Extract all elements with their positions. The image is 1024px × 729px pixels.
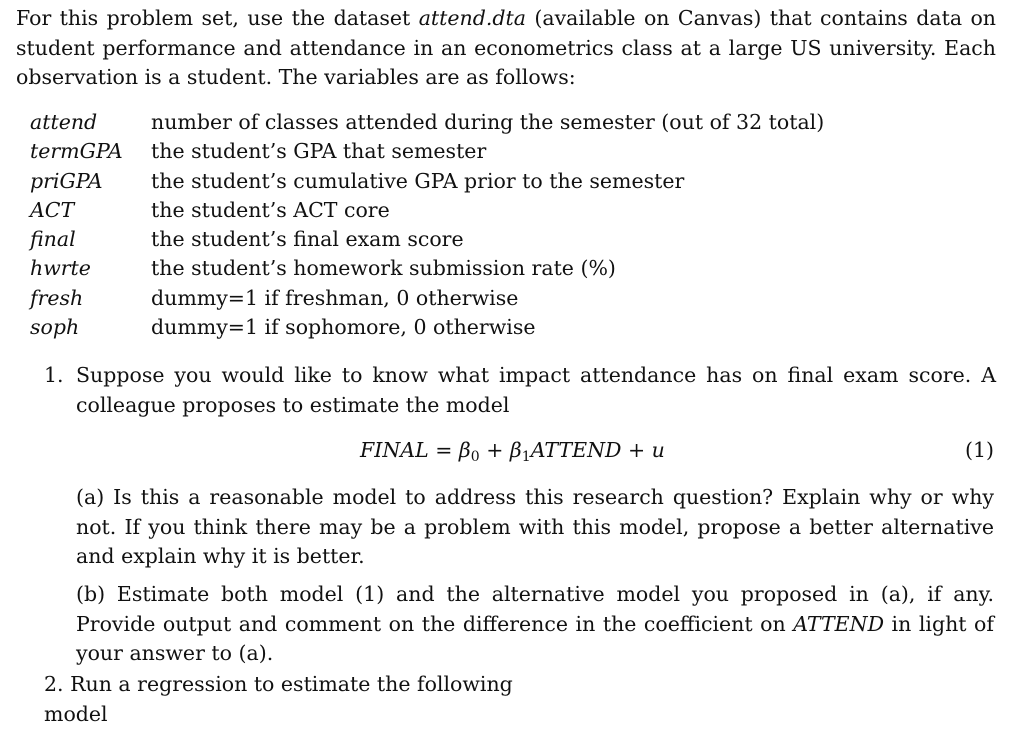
variable-description: dummy=1 if freshman, 0 otherwise	[151, 285, 519, 310]
dataset-name: attend.dta	[418, 6, 526, 30]
equation-sub-1: 1	[521, 449, 531, 465]
variable-name: hwrte	[30, 256, 91, 281]
variable-name: soph	[30, 315, 80, 340]
equation-equals: =	[428, 438, 459, 462]
part-b-text-start: (b) Estimate both model (1) and the alternative model you proposed in (a), if any. Provide output and comment on the difference in the coefficient on	[76, 582, 994, 636]
intro-text-start: For this problem set, use the dataset	[16, 6, 419, 30]
question-1	[44, 361, 996, 420]
intro-paragraph	[16, 4, 996, 93]
variable-name: ACT	[30, 197, 75, 222]
variable-description: the student’s homework submission rate (%)	[151, 256, 616, 281]
variable-row	[30, 137, 824, 166]
part-a: (a) Is this a reasonable model to address this research question? Explain why or why not. If you think there may be a problem with this model, propose a better alternative and explain why it is better.	[76, 485, 994, 568]
equation-lhs: FINAL	[360, 438, 429, 462]
variable-description: the student’s ACT core	[151, 197, 390, 222]
question-1-prompt	[44, 361, 996, 420]
equation-error: u	[651, 438, 665, 462]
equation-beta: β	[509, 438, 522, 462]
variable-description: number of classes attended during the semester (out of 32 total)	[151, 110, 825, 134]
variable-list	[30, 108, 824, 342]
variable-row	[30, 284, 824, 313]
variable-name: attend	[30, 110, 98, 134]
variable-row	[30, 108, 824, 137]
equation-variable: ATTEND	[530, 438, 622, 462]
part-b-text-end: in light of your answer to (a).	[76, 611, 994, 665]
cutoff-next-question	[44, 672, 544, 726]
equation-plus: +	[479, 438, 510, 462]
question-1-text: Suppose you would like to know what impact attendance has on final exam score. A colleague proposes to estimate the model	[76, 363, 996, 417]
variable-name: final	[30, 227, 76, 252]
variable-row	[30, 313, 824, 342]
variable-name: termGPA	[30, 139, 123, 164]
equation-beta: β	[458, 438, 471, 462]
equation-number: (1)	[964, 438, 994, 462]
variable-description: the student’s cumulative GPA prior to the semester	[151, 168, 685, 193]
variable-name: fresh	[30, 285, 84, 310]
equation-sub-0: 0	[470, 449, 480, 465]
variable-description: dummy=1 if sophomore, 0 otherwise	[151, 315, 536, 340]
variable-description: the student’s final exam score	[151, 227, 464, 252]
cutoff-text: 2. Run a regression to estimate the following model	[44, 672, 513, 726]
variable-row	[30, 225, 824, 254]
variable-description: the student’s GPA that semester	[151, 139, 487, 164]
equation-row	[76, 436, 994, 466]
part-b	[76, 580, 994, 669]
equation-plus: +	[621, 438, 652, 462]
model-equation	[360, 436, 665, 466]
variable-row	[30, 254, 824, 283]
part-b-variable: ATTEND	[793, 611, 884, 636]
variable-name: priGPA	[30, 168, 103, 193]
question-number: 1.	[44, 363, 64, 387]
intro-text-end: (available on Canvas) that contains data on student performance and attendance in an econometrics class at a large US university. Each observation is a student. The variables are as follows:	[16, 6, 996, 89]
variable-row	[30, 167, 824, 196]
variable-row	[30, 196, 824, 225]
